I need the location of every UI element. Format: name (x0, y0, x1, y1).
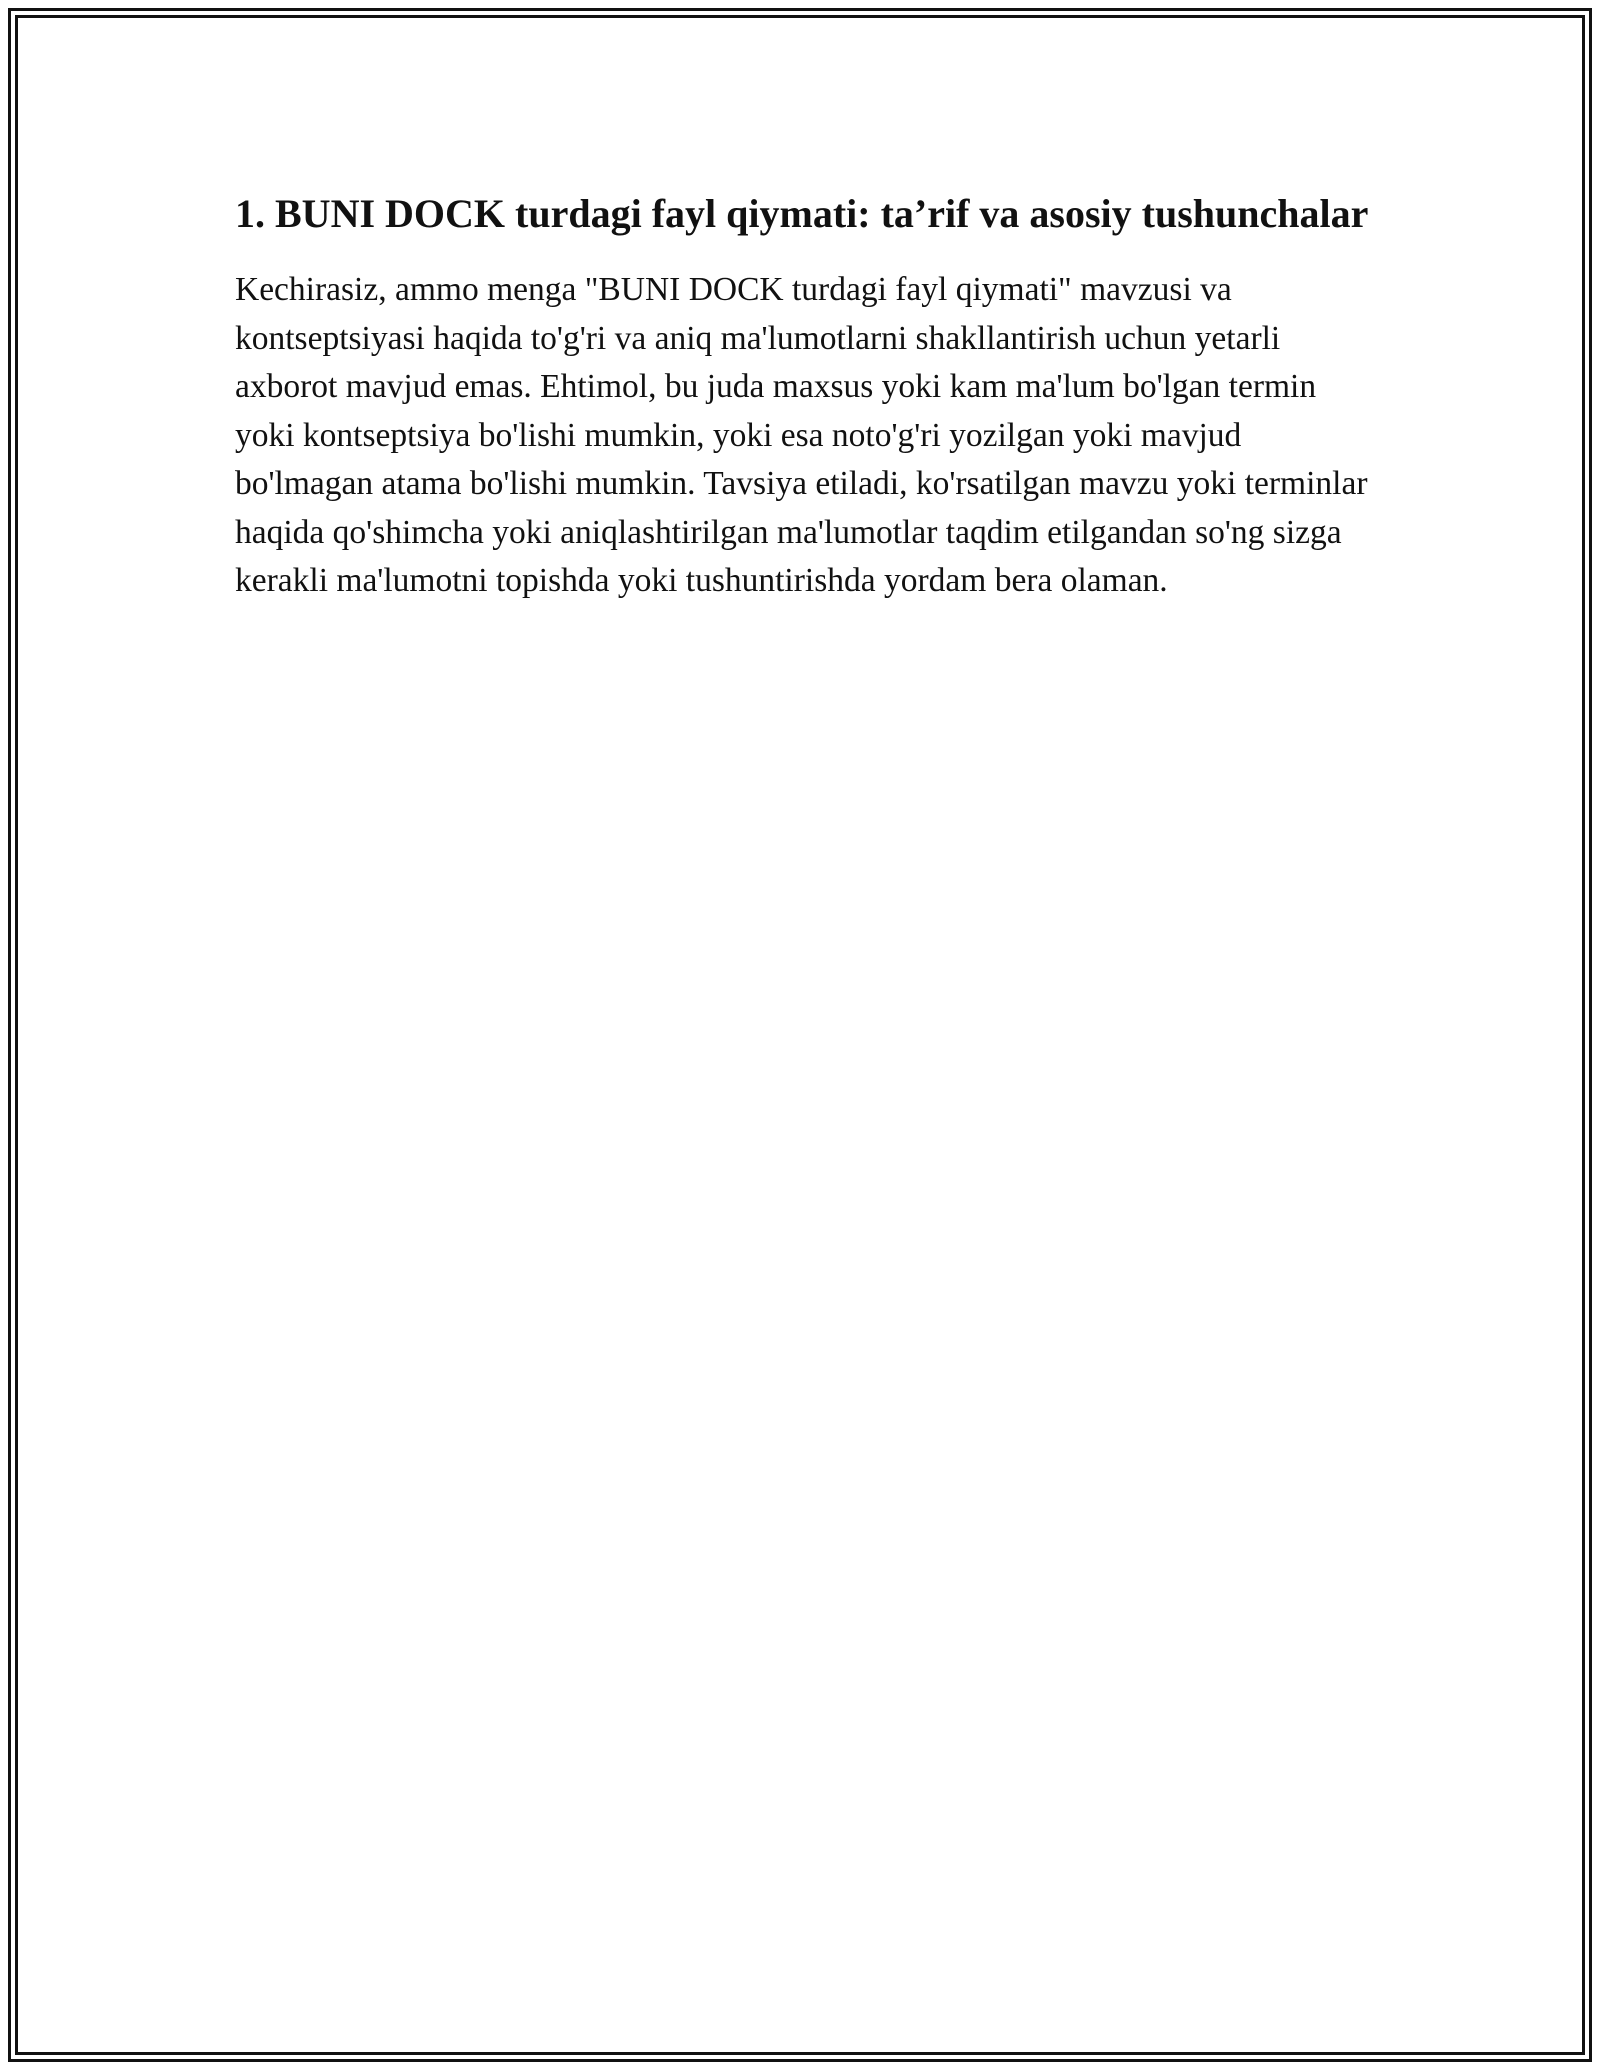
page-content (235, 186, 1370, 606)
section-heading: 1. BUNI DOCK turdagi fayl qiymati: ta’rif va asosiy tushunchalar (235, 191, 1369, 236)
body-paragraph: Kechirasiz, ammo menga "BUNI DOCK turdagi fayl qiymati" mavzusi va kontseptsiyasi haqida to'g'ri va aniq ma'lumotlarni shakllantirish uchun yetarli axborot mavjud emas. Ehtimol, bu juda maxsus yoki kam ma'lum bo'lgan termin yoki kontseptsiya bo'lishi mumkin, yoki esa noto'g'ri yozilgan yoki mavjud bo'lmagan atama bo'lishi mumkin. Tavsiya etiladi, ko'rsatilgan mavzu yoki terminlar haqida qo'shimcha yoki aniqlashtirilgan ma'lumotlar taqdim etilgandan so'ng sizga kerakli ma'lumotni topishda yoki tushuntirishda yordam bera olaman. (235, 271, 1368, 599)
